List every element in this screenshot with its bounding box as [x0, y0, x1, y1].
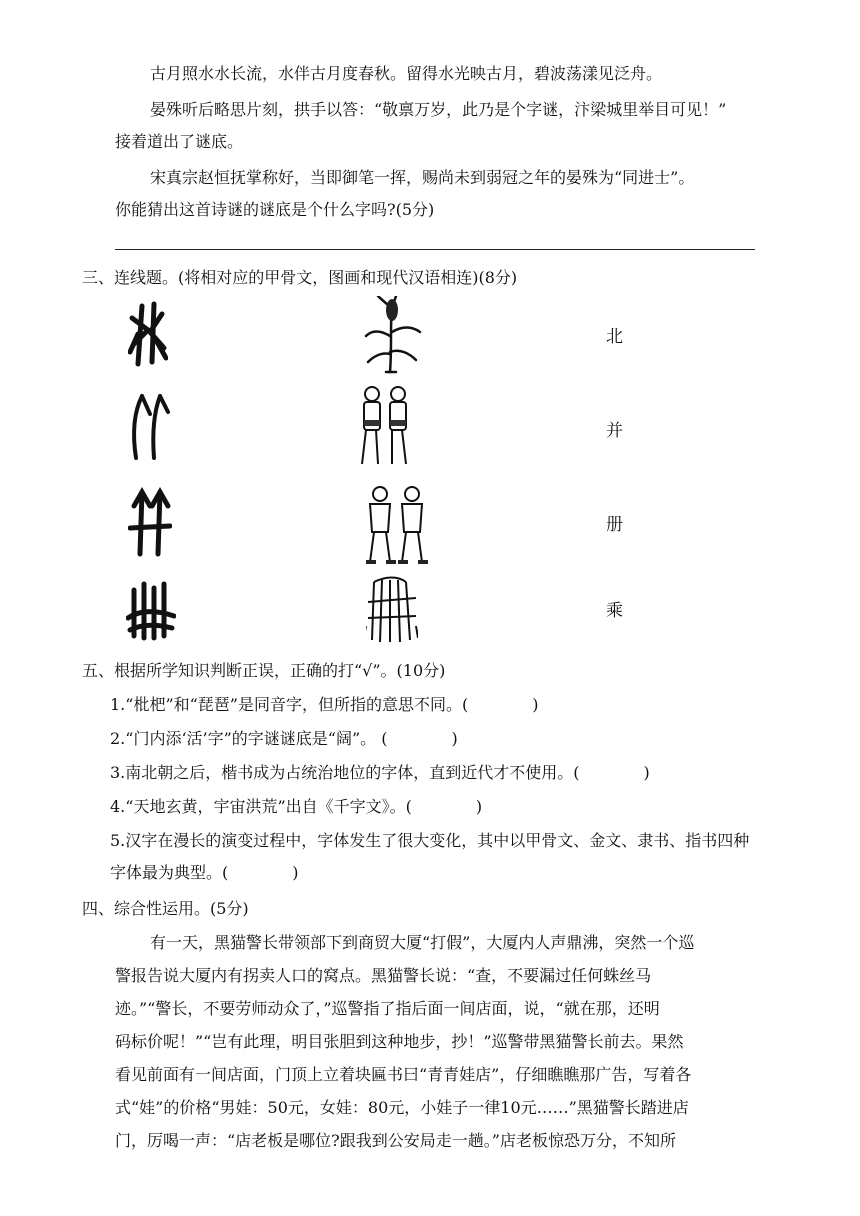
story-line: 警报告说大厦内有拐卖人口的窝点。黑猫警长说：“查，不要漏过任何蛛丝马 [115, 966, 652, 985]
modern-char-bing[interactable]: 并 [606, 421, 623, 441]
story-line: 有一天，黑猫警长带领部下到商贸大厦“打假”，大厦内人声鼎沸，突然一个巡 [150, 933, 695, 952]
judgement-item[interactable]: 5.汉字在漫长的演变过程中，字体发生了很大变化，其中以甲骨文、金文、隶书、指书四种 [110, 831, 750, 850]
judgement-item[interactable]: 2.“门内添‘活’字”的字谜谜底是“阔”。 ( ) [110, 729, 458, 748]
oracle-glyph-4[interactable] [126, 580, 176, 646]
story-line: 式“娃”的价格“男娃：50元，女娃：80元，小娃子一律10元……”黑猫警长踏进店 [115, 1098, 689, 1117]
story-line: 码标价呢！”“岂有此理，明目张胆到这种地步，抄！”巡警带黑猫警长前去。果然 [115, 1032, 684, 1051]
section-3-title: 三、连线题。(将相对应的甲骨文，图画和现代汉语相连)(8分) [82, 268, 518, 287]
story-line: 迹。”“警长，不要劳师动众了，”巡警指了指后面一间店面，说，“就在那，还明 [115, 999, 660, 1018]
modern-char-bei[interactable]: 北 [606, 327, 623, 347]
modern-char-ce[interactable]: 册 [606, 515, 623, 535]
story-paragraph-line: 宋真宗赵恒抚掌称好，当即御笔一挥，赐尚未到弱冠之年的晏殊为“同进士”。 [150, 168, 695, 187]
question-line: 你能猜出这首诗谜的谜底是个什么字吗?(5分) [115, 200, 435, 219]
story-line: 门，厉喝一声：“店老板是哪位?跟我到公安局走一趟。”店老板惊恐万分，不知所 [115, 1131, 676, 1150]
bamboo-bundle-picture[interactable] [366, 576, 418, 646]
oracle-glyph-3[interactable] [128, 486, 172, 560]
story-paragraph-line: 接着道出了谜底。 [115, 132, 244, 151]
judgement-item[interactable]: 3.南北朝之后，楷书成为占统治地位的字体，直到近代才不使用。( ) [110, 763, 650, 782]
two-boys-picture[interactable] [356, 384, 416, 470]
modern-char-cheng[interactable]: 乘 [606, 601, 623, 621]
section-4-title: 四、综合性运用。(5分) [82, 899, 249, 918]
two-men-picture[interactable] [364, 484, 430, 566]
judgement-item[interactable]: 1.“枇杷”和“琵琶”是同音字，但所指的意思不同。( ) [110, 695, 539, 714]
poem-line: 古月照水水长流，水伴古月度春秋。留得水光映古月，碧波荡漾见泛舟。 [150, 64, 663, 83]
story-paragraph-line: 晏殊听后略思片刻，拱手以答：“敬禀万岁，此乃是个字谜，汴梁城里举目可见！” [150, 100, 727, 119]
answer-line[interactable] [115, 249, 755, 250]
wheat-picture[interactable] [362, 296, 424, 376]
judgement-item-continuation[interactable]: 字体最为典型。( ) [110, 863, 299, 882]
oracle-glyph-2[interactable] [128, 392, 170, 462]
judgement-item[interactable]: 4.“天地玄黄，宇宙洪荒”出自《千字文》。( ) [110, 797, 483, 816]
story-line: 看见前面有一间店面，门顶上立着块匾书曰“青青娃店”，仔细瞧瞧那广告，写着各 [115, 1065, 692, 1084]
oracle-glyph-1[interactable] [128, 300, 168, 370]
section-5-title: 五、根据所学知识判断正误，正确的打“√”。(10分) [82, 661, 446, 680]
